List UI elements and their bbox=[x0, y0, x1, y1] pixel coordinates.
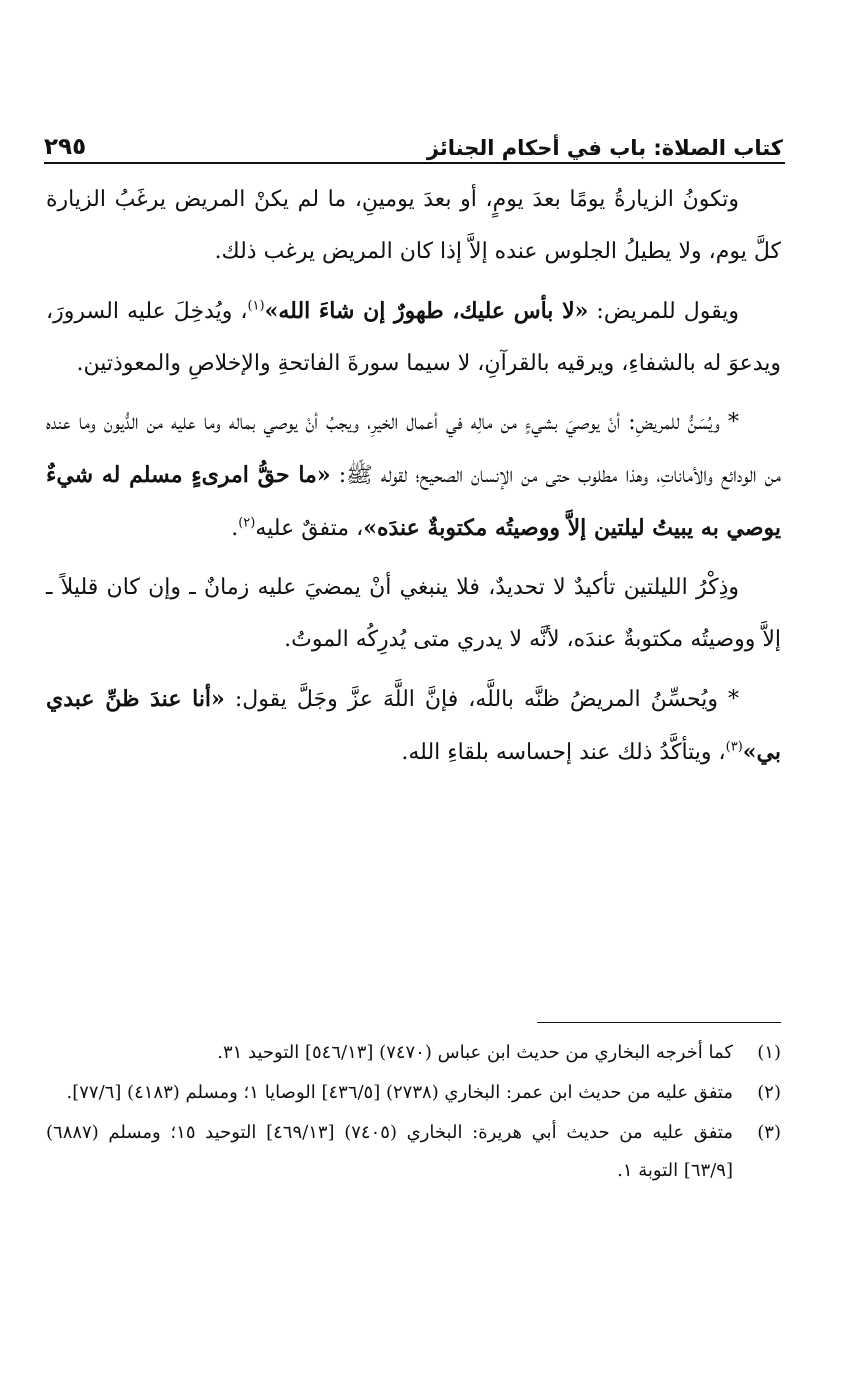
running-title: كتاب الصلاة: باب في أحكام الجنائز bbox=[426, 136, 783, 160]
page-header bbox=[44, 118, 783, 160]
hadith-quote-2: «ما حقُّ امرىءٍ مسلم له شيءٌ يوصي به يبيتُ ليلتين إلاَّ ووصيتُه مكتوبةٌ عندَه» bbox=[46, 462, 781, 541]
footnote-ref-2: (٢) bbox=[238, 515, 256, 531]
footnote-number: (٣) bbox=[757, 1122, 781, 1143]
footnote-text: متفق عليه من حديث ابن عمر: البخاري (٢٧٣٨) [٤٣٦/٥] الوصايا ١؛ ومسلم (٤١٨٣) [٧٧/٦]. bbox=[66, 1082, 733, 1103]
paragraph-saying-rest: ، ويُدخِلَ عليه السرورَ، ويدعوَ له بالشفاءِ، ويرقيه بالقرآنِ، لا سيما سورةَ الفاتحةِ والإخلاصِ والمعوذتين. bbox=[46, 299, 781, 376]
footnote-rule bbox=[537, 1022, 781, 1023]
paragraph-good-opinion-rest: ، ويتأكَّدُ ذلك عند إحساسه بلقاءِ الله. bbox=[401, 740, 726, 765]
paragraph-will-lead: * ويُسَنُّ للمريضِ: أنْ يوصيَ بشيءٍ من مالِه في أعمال الخيرِ، ويجبُ أنْ يوصي بماله وما عليه من الدُّيون وما عنده من الودائع والأماناتِ، وهذا مطلوب حتى من الإنسان الصحيح؛ لقوله ﷺ: bbox=[46, 410, 782, 488]
header-rule bbox=[44, 162, 785, 164]
footnote-text: متفق عليه من حديث أبي هريرة: البخاري (٧٤٠٥) [٤٦٩/١٣] التوحيد ١٥؛ ومسلم (٦٨٨٧) [٦٣/٩] التوبة ١. bbox=[46, 1122, 733, 1181]
footnote-text: كما أخرجه البخاري من حديث ابن عباس (٧٤٧٠) [٥٤٦/١٣] التوحيد ٣١. bbox=[217, 1042, 733, 1063]
paragraph-good-opinion bbox=[46, 673, 781, 779]
paragraph-will-rest: ، متفقٌ عليه bbox=[255, 516, 364, 541]
paragraph-visiting-text: وتكونُ الزيارةُ يومًا بعدَ يومٍ، أو بعدَ يومينِ، ما لم يكنْ المريض يرغَبُ الزيارة كلَّ يوم، ولا يطيلُ الجلوس عنده إلاَّ إذا كان المريض يرغب ذلك. bbox=[46, 187, 781, 264]
main-text bbox=[46, 174, 781, 786]
footnotes bbox=[46, 1034, 781, 1192]
hadith-quote-3: «أنا عندَ ظنِّ عبدي بي» bbox=[46, 686, 781, 765]
paragraph-saying-to-patient bbox=[46, 285, 781, 390]
footnote-3 bbox=[46, 1114, 781, 1190]
hadith-quote-1: «لا بأس عليك، طهورٌ إن شاءَ الله» bbox=[264, 298, 589, 324]
footnote-2 bbox=[46, 1074, 781, 1112]
footnote-number: (٢) bbox=[757, 1082, 781, 1103]
paragraph-good-opinion-lead: * ويُحسِّنُ المريضُ ظنَّه باللَّه، فإنَّ اللَّهَ عزَّ وجَلَّ يقول: bbox=[224, 687, 739, 712]
footnote-ref-3: (٣) bbox=[725, 739, 743, 755]
paragraph-saying-lead: ويقول للمريض: bbox=[588, 299, 739, 324]
paragraph-will bbox=[46, 397, 781, 555]
paragraph-visiting bbox=[46, 174, 781, 278]
footnote-ref-1: (١) bbox=[247, 298, 265, 314]
page-number: ٢٩٥ bbox=[44, 134, 87, 160]
paragraph-two-nights-text: وذِكْرُ الليلتين تأكيدٌ لا تحديدٌ، فلا ينبغي أنْ يمضيَ عليه زمانٌ ـ وإن كان قليلاً ـ إلاَّ ووصيتُه مكتوبةٌ عندَه، لأنَّه لا يدري متى يُدرِكُه الموتُ. bbox=[46, 575, 781, 652]
paragraph-will-end: . bbox=[231, 516, 239, 541]
footnote-1 bbox=[46, 1034, 781, 1072]
footnote-number: (١) bbox=[757, 1042, 781, 1063]
paragraph-two-nights bbox=[46, 562, 781, 666]
